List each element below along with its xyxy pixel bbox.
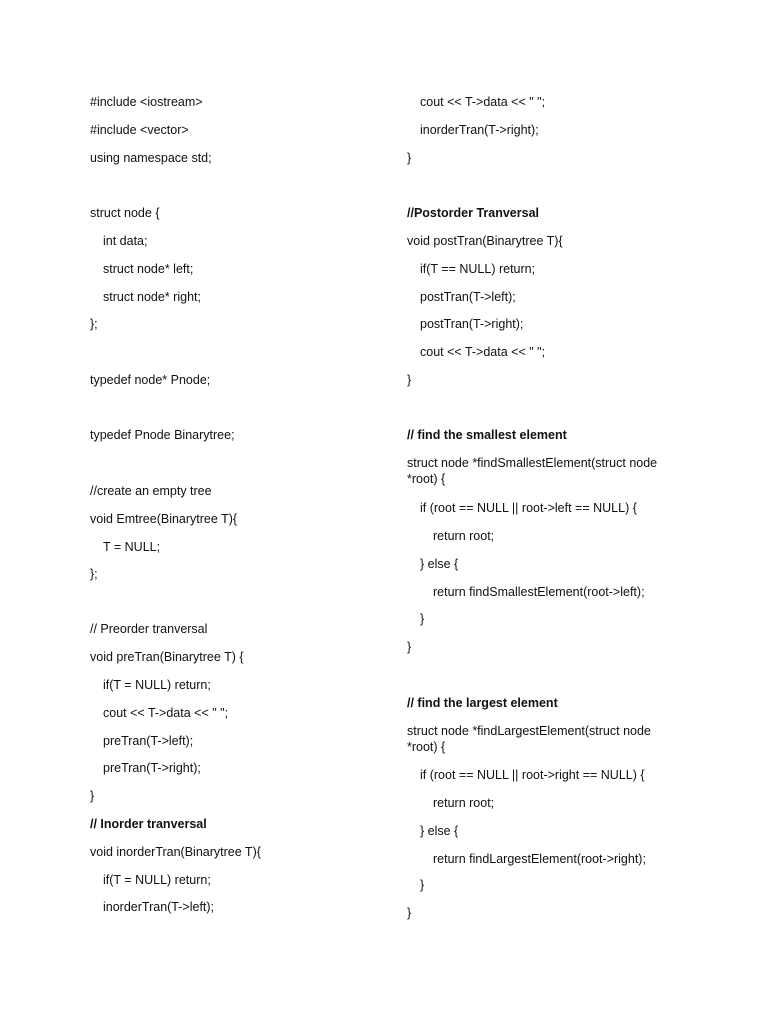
code-line: postTran(T->right); [420,317,524,331]
code-line: } [407,151,412,165]
code-line: } [420,878,425,892]
code-line: if(T == NULL) return; [420,262,536,276]
code-line: } [407,373,412,387]
code-line: int data; [103,234,148,248]
code-line: } [420,612,425,626]
code-line: struct node *findSmallestElement(struct node *root) { [407,456,658,486]
code-line: if (root == NULL || root->right == NULL) { [420,768,645,782]
code-line: return root; [433,529,495,543]
code-line: struct node* left; [103,262,194,276]
code-line: if (root == NULL || root->left == NULL) { [420,501,637,515]
code-line: }; [90,567,98,581]
code-line: void postTran(Binarytree T){ [407,234,563,248]
section-heading: // Inorder tranversal [90,817,207,831]
code-line: return findSmallestElement(root->left); [433,585,645,599]
code-line: if(T = NULL) return; [103,873,211,887]
code-comment: //create an empty tree [90,484,212,498]
code-line: cout << T->data << " "; [420,95,546,109]
code-comment: // Preorder tranversal [90,622,208,636]
code-line: preTran(T->right); [103,761,201,775]
section-heading: // find the smallest element [407,428,567,442]
code-line: preTran(T->left); [103,734,194,748]
code-line: postTran(T->left); [420,290,516,304]
code-line: if(T = NULL) return; [103,678,211,692]
code-line: } else { [420,824,459,838]
code-line: struct node *findLargestElement(struct node *root) { [407,724,651,754]
code-line: }; [90,317,98,331]
code-line: void preTran(Binarytree T) { [90,650,244,664]
code-line: typedef node* Pnode; [90,373,211,387]
code-line: T = NULL; [103,540,161,554]
code-line: #include <vector> [90,123,189,137]
code-line: return root; [433,796,495,810]
code-line: typedef Pnode Binarytree; [90,428,235,442]
code-line: } [407,640,412,654]
code-line: } [90,789,95,803]
code-line: #include <iostream> [90,95,203,109]
section-heading: // find the largest element [407,696,558,710]
code-line: inorderTran(T->right); [420,123,539,137]
code-line: inorderTran(T->left); [103,900,215,914]
code-line: struct node* right; [103,290,201,304]
code-line: void Emtree(Binarytree T){ [90,512,238,526]
code-line: } else { [420,557,459,571]
section-heading: //Postorder Tranversal [407,206,540,220]
code-line: struct node { [90,206,160,220]
code-line: cout << T->data << " "; [103,706,229,720]
code-line: } [407,906,412,920]
code-line: void inorderTran(Binarytree T){ [90,845,261,859]
code-line: using namespace std; [90,151,212,165]
code-line: return findLargestElement(root->right); [433,852,646,866]
code-line: cout << T->data << " "; [420,345,546,359]
